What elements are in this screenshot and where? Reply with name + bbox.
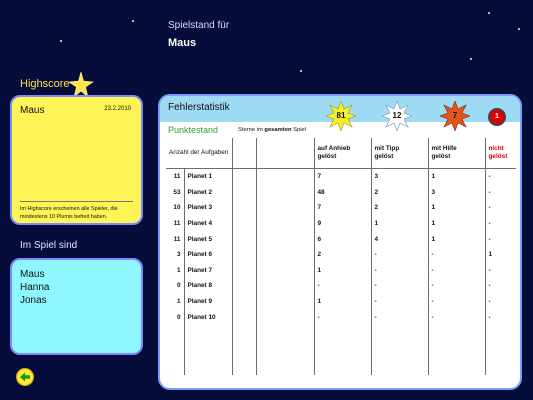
- cell-first: -: [314, 309, 371, 325]
- cell-planet: Planet 6: [184, 247, 232, 263]
- cell-tip: 4: [371, 231, 428, 247]
- table-row: [166, 185, 516, 201]
- table-header-row: [166, 138, 516, 169]
- cell-empty: [232, 169, 256, 185]
- cell-help: -: [428, 309, 485, 325]
- cell-first: 7: [314, 200, 371, 216]
- cell-none: 1: [485, 247, 516, 263]
- with-help-total: 7: [452, 111, 458, 120]
- cell-tip: -: [371, 278, 428, 294]
- player-item[interactable]: Jonas: [20, 295, 47, 306]
- column-header-empty: [256, 138, 314, 169]
- table-row: [166, 200, 516, 216]
- cell-count: 11: [173, 235, 181, 243]
- cell-empty: [256, 263, 314, 279]
- column-header-first-try-line2: gelöst: [317, 153, 337, 160]
- cell-first: 9: [314, 216, 371, 232]
- table-row: [166, 309, 516, 325]
- cell-empty: [371, 325, 428, 375]
- header-subtitle: Spielstand für: [168, 20, 230, 31]
- background-star: [518, 28, 520, 30]
- column-header-count: Anzahl der Aufgaben: [166, 138, 232, 169]
- cell-none: -: [485, 309, 516, 325]
- cell-empty: [232, 231, 256, 247]
- cell-none: -: [485, 231, 516, 247]
- first-try-total: 81: [336, 111, 346, 120]
- red-circle-icon: 1: [488, 108, 506, 126]
- cell-first: 48: [314, 185, 371, 201]
- cell-empty: [256, 325, 314, 375]
- cell-empty: [256, 309, 314, 325]
- header-player-name: Maus: [168, 37, 197, 49]
- player-item[interactable]: Hanna: [20, 282, 50, 293]
- table-row: [166, 278, 516, 294]
- cell-first: 6: [314, 231, 371, 247]
- cell-none: -: [485, 294, 516, 310]
- cell-help: -: [428, 263, 485, 279]
- cell-empty: [232, 247, 256, 263]
- highscore-date: 23.2.2010: [104, 106, 131, 112]
- score-subtitle: Punktestand: [168, 125, 219, 135]
- background-star: [470, 58, 472, 60]
- cell-empty: [232, 309, 256, 325]
- cell-empty: [232, 216, 256, 232]
- background-star: [132, 20, 134, 22]
- cell-first: -: [314, 278, 371, 294]
- column-header-with-help-line1: mit Hilfe: [431, 145, 457, 152]
- cell-help: 1: [428, 231, 485, 247]
- cell-help: -: [428, 278, 485, 294]
- cell-none: -: [485, 169, 516, 185]
- cell-planet: Planet 2: [184, 185, 232, 201]
- cell-empty: [256, 278, 314, 294]
- table-row: [166, 294, 516, 310]
- column-header-with-tip: [371, 138, 428, 169]
- back-button[interactable]: [16, 368, 34, 386]
- score-note-bold: gesamten: [264, 127, 292, 133]
- cell-count: 0: [176, 282, 181, 290]
- cell-empty: [232, 185, 256, 201]
- cell-tip: 2: [371, 200, 428, 216]
- cell-empty: [256, 200, 314, 216]
- score-note: [238, 127, 306, 133]
- cell-count: 11: [173, 220, 181, 228]
- cell-planet: Planet 1: [184, 169, 232, 185]
- cell-empty: [256, 169, 314, 185]
- score-note-pre: Sterne im: [238, 127, 265, 133]
- cell-empty: [232, 263, 256, 279]
- background-star: [488, 12, 490, 14]
- cell-planet: Planet 8: [184, 278, 232, 294]
- cell-help: 1: [428, 200, 485, 216]
- cell-first: 1: [314, 263, 371, 279]
- cell-first: 1: [314, 294, 371, 310]
- error-statistics-panel: [158, 94, 522, 390]
- cell-empty: [232, 325, 256, 375]
- cell-none: -: [485, 200, 516, 216]
- with-tip-total: 12: [392, 111, 402, 120]
- cell-tip: -: [371, 263, 428, 279]
- cell-tip: 2: [371, 185, 428, 201]
- cell-empty: [256, 294, 314, 310]
- highscore-name: Maus: [20, 105, 45, 116]
- with-tip-badge: [382, 101, 412, 131]
- panel-title: Fehlerstatistik: [168, 102, 230, 113]
- column-header-unsolved-line1: nicht: [488, 145, 504, 152]
- column-header-with-help: [428, 138, 485, 169]
- column-header-unsolved: [485, 138, 516, 169]
- players-card: [10, 258, 143, 355]
- cell-help: -: [428, 247, 485, 263]
- arrow-left-icon: [17, 369, 33, 385]
- cell-tip: 3: [371, 169, 428, 185]
- first-try-badge: [326, 101, 356, 131]
- cell-none: -: [485, 216, 516, 232]
- cell-planet: Planet 10: [184, 309, 232, 325]
- cell-planet: Planet 4: [184, 216, 232, 232]
- highscore-note: Im Highscore erscheinen alle Spieler, die mindestens 10 Plumis befreit haben.: [20, 206, 118, 220]
- column-header-first-try-line1: auf Anhieb: [317, 145, 351, 152]
- cell-none: -: [485, 185, 516, 201]
- highscore-divider: [20, 201, 133, 202]
- cell-empty: [256, 247, 314, 263]
- cell-planet: Planet 3: [184, 200, 232, 216]
- cell-count: 10: [173, 204, 181, 212]
- cell-empty: [232, 278, 256, 294]
- cell-tip: -: [371, 309, 428, 325]
- cell-help: 3: [428, 185, 485, 201]
- cell-help: 1: [428, 216, 485, 232]
- score-note-post: Spiel: [291, 127, 307, 133]
- cell-empty: [166, 325, 184, 375]
- cell-empty: [232, 294, 256, 310]
- column-header-with-help-line2: gelöst: [431, 153, 451, 160]
- cell-empty: [485, 325, 516, 375]
- cell-none: -: [485, 263, 516, 279]
- column-header-with-tip-line1: mit Tipp: [374, 145, 400, 152]
- table-row: [166, 216, 516, 232]
- cell-tip: -: [371, 247, 428, 263]
- table-row: [166, 169, 516, 185]
- background-star: [60, 40, 62, 42]
- cell-count: 1: [176, 266, 181, 274]
- table-row: [166, 263, 516, 279]
- cell-planet: Planet 9: [184, 294, 232, 310]
- statistics-table: [166, 138, 516, 375]
- cell-help: -: [428, 294, 485, 310]
- column-header-unsolved-line2: gelöst: [488, 153, 508, 160]
- table-filler-row: [166, 325, 516, 375]
- players-label: Im Spiel sind: [20, 240, 78, 251]
- cell-empty: [256, 216, 314, 232]
- cell-help: 1: [428, 169, 485, 185]
- cell-planet: Planet 5: [184, 231, 232, 247]
- cell-none: -: [485, 278, 516, 294]
- cell-count: 11: [173, 173, 181, 181]
- with-help-badge: [440, 101, 470, 131]
- cell-first: 7: [314, 169, 371, 185]
- cell-empty: [184, 325, 232, 375]
- cell-count: 0: [176, 313, 181, 321]
- player-item[interactable]: Maus: [20, 269, 45, 280]
- cell-empty: [314, 325, 371, 375]
- cell-count: 53: [173, 188, 181, 196]
- cell-tip: -: [371, 294, 428, 310]
- table-row: [166, 231, 516, 247]
- cell-empty: [256, 185, 314, 201]
- cell-empty: [428, 325, 485, 375]
- highscore-card: [10, 95, 143, 225]
- column-header-with-tip-line2: gelöst: [374, 153, 394, 160]
- cell-first: 2: [314, 247, 371, 263]
- cell-empty: [232, 200, 256, 216]
- cell-planet: Planet 7: [184, 263, 232, 279]
- background-star: [300, 70, 302, 72]
- cell-count: 1: [176, 298, 181, 306]
- cell-empty: [256, 231, 314, 247]
- table-row: [166, 247, 516, 263]
- column-header-empty: [232, 138, 256, 169]
- highscore-label: Highscore: [20, 78, 70, 90]
- cell-tip: 1: [371, 216, 428, 232]
- cell-count: 3: [176, 251, 181, 259]
- column-header-first-try: [314, 138, 371, 169]
